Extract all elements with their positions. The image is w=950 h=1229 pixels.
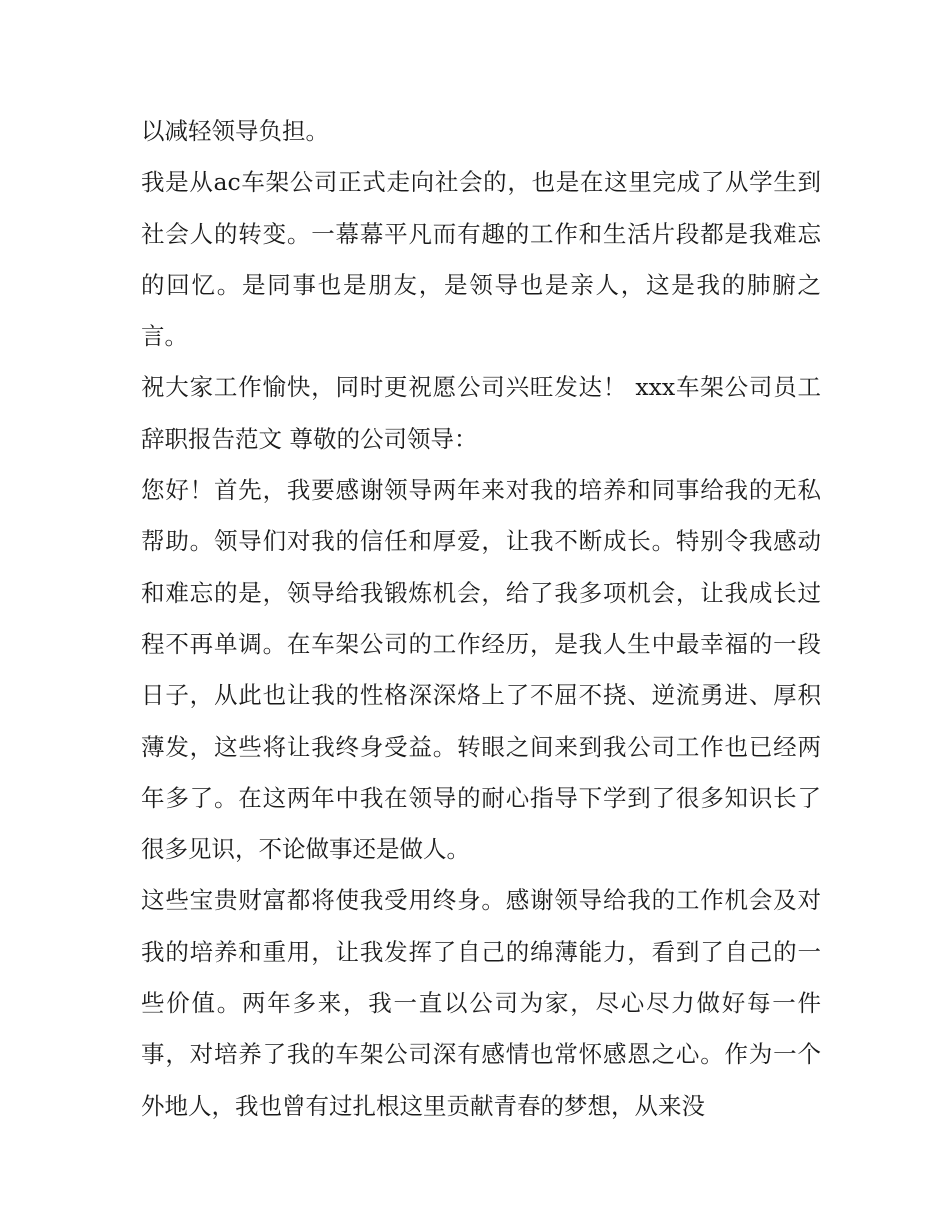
paragraph-2: 我是从ac车架公司正式走向社会的，也是在这里完成了从学生到社会人的转变。一幕幕平凡而有趣的工作和生活片段都是我难忘的回忆。是同事也是朋友，是领导也是亲人，这是我的肺腑之言。 (141, 168, 821, 351)
paragraph-4: 您好！首先，我要感谢领导两年来对我的培养和同事给我的无私帮助。领导们对我的信任和厚爱，让我不断成长。特别令我感动和难忘的是，领导给我锻炼机会，给了我多项机会，让我成长过程不再单调。在车架公司的工作经历，是我人生中最幸福的一段日子，从此也让我的性格深深烙上了不屈不挠、逆流勇进、厚积薄发，这些将让我终身受益。转眼之间来到我公司工作也已经两年多了。在这两年中我在领导的耐心指导下学到了很多知识长了很多见识，不论做事还是做人。 (141, 476, 821, 864)
document-body (141, 106, 821, 1132)
paragraph-1: 以减轻领导负担。 (141, 117, 329, 145)
paragraph-3: 祝大家工作愉快，同时更祝愿公司兴旺发达！ xxx车架公司员工辞职报告范文 尊敬的公司领导： (141, 373, 821, 453)
paragraph-5: 这些宝贵财富都将使我受用终身。感谢领导给我的工作机会及对我的培养和重用，让我发挥了自己的绵薄能力，看到了自己的一些价值。两年多来，我一直以公司为家，尽心尽力做好每一件事，对培养了我的车架公司深有感情也常怀感恩之心。作为一个外地人，我也曾有过扎根这里贡献青春的梦想，从来没 (141, 886, 821, 1120)
